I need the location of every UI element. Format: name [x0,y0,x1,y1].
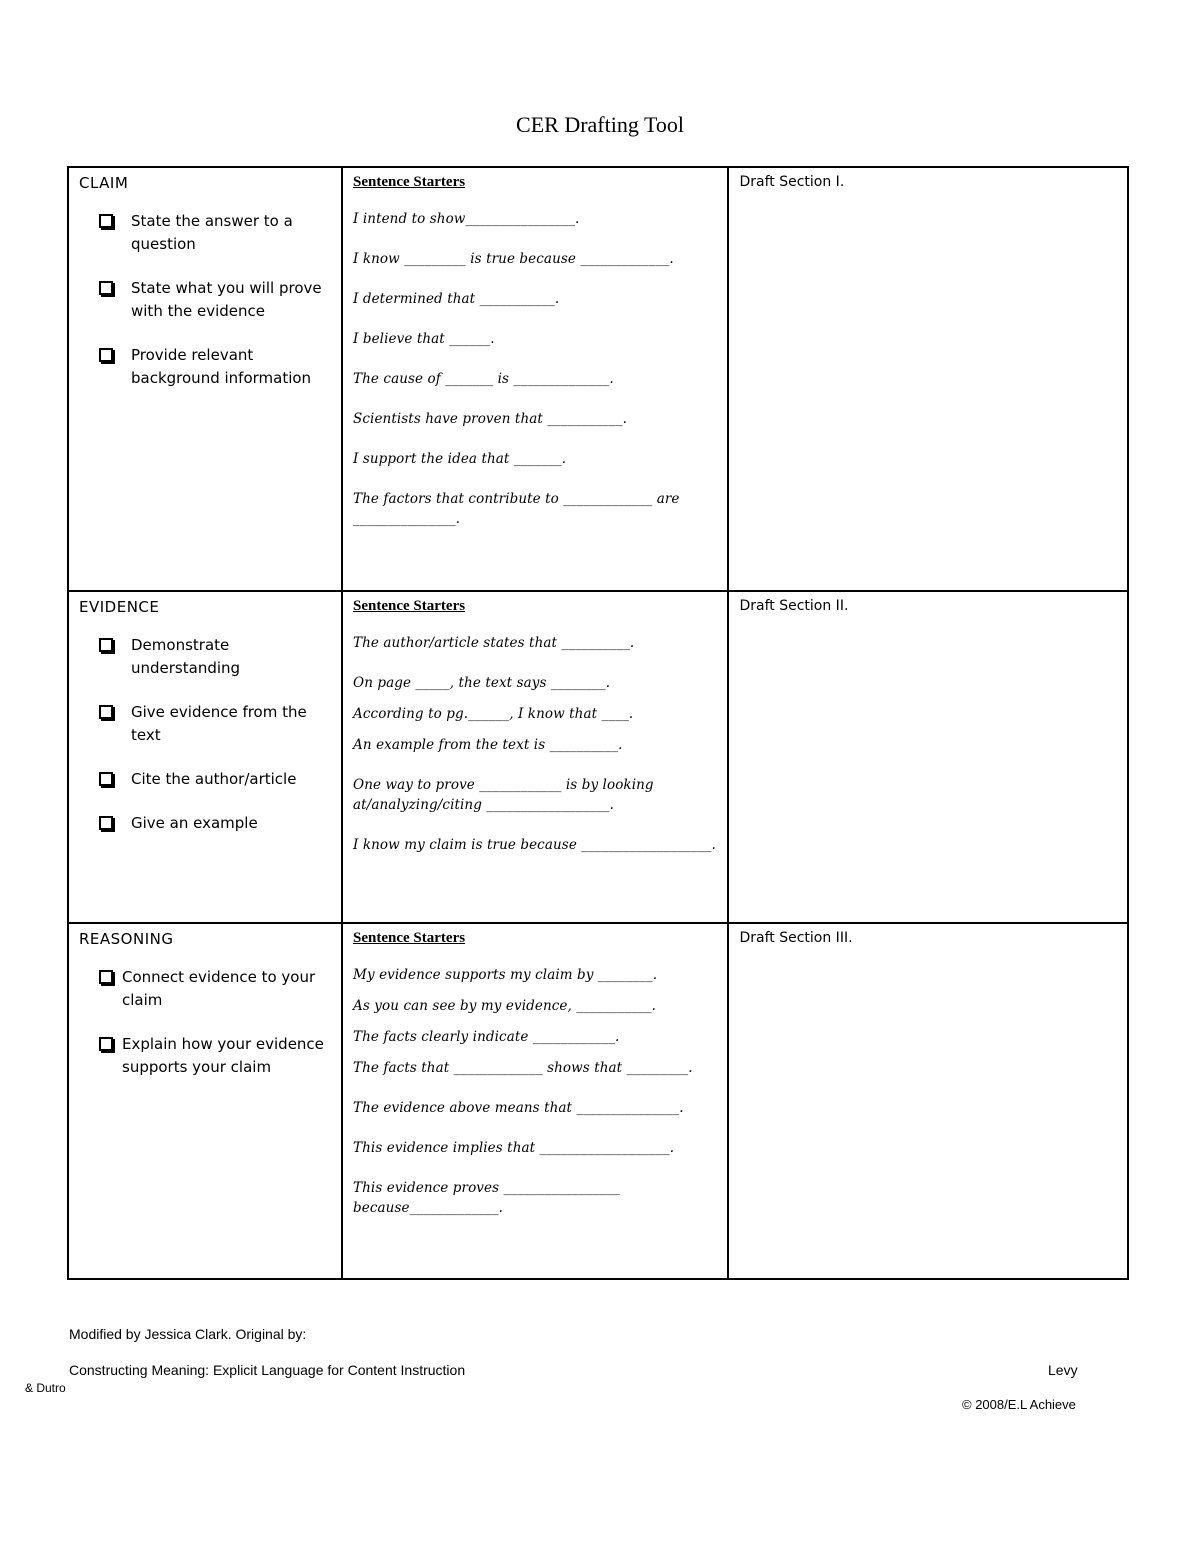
page-title: CER Drafting Tool [516,112,684,137]
sentence-starters-heading: Sentence Starters [353,930,466,946]
claim-row [68,167,1128,591]
sentence-starter: I support the idea that _______. [353,451,567,467]
checklist-item: State the answer to a question [79,210,331,256]
reasoning-draft-cell[interactable] [728,923,1128,1279]
checkbox-icon [99,705,113,719]
checkbox-icon [99,638,113,652]
checklist-item: Demonstrate understanding [79,634,331,680]
sentence-starter: The evidence above means that _______________. [353,1100,684,1116]
sentence-starters-heading: Sentence Starters [353,598,466,614]
reasoning-checklist [79,966,331,1079]
draft-section-label: Draft Section I. [739,174,845,190]
claim-checklist [79,210,331,390]
draft-section-label: Draft Section II. [739,598,849,614]
footer-modified: Modified by Jessica Clark. Original by: [69,1326,307,1342]
checklist-item: Give an example [79,812,331,835]
checkbox-icon [99,772,113,786]
footer-author-dutro: & Dutro [25,1381,66,1395]
sentence-starter: One way to prove ____________ is by looking at/analyzing/citing __________________. [353,777,654,813]
claim-checklist-cell [68,167,342,591]
footer-copyright: © 2008/E.L Achieve [962,1397,1076,1412]
sentence-starter: I intend to show________________. [353,211,580,227]
sentence-starter: According to pg.______, I know that ____. [353,706,634,722]
sentence-starter: As you can see by my evidence, ___________. [353,998,657,1014]
footer-source: Constructing Meaning: Explicit Language for Content Instruction [69,1362,466,1378]
claim-starters [353,209,717,529]
evidence-row [68,591,1128,923]
checkbox-icon [99,970,113,984]
evidence-starters-cell [342,591,728,923]
sentence-starter: The author/article states that __________. [353,635,635,651]
checklist-item: Explain how your evidence supports your claim [79,1033,342,1079]
claim-draft-cell[interactable] [728,167,1128,591]
reasoning-row [68,923,1128,1279]
checklist-item: Give evidence from the text [79,701,331,747]
sentence-starter: I believe that ______. [353,331,495,347]
evidence-starters [353,633,717,855]
cer-table [67,166,1129,1280]
sentence-starter: My evidence supports my claim by ________. [353,967,658,983]
footer-author-levy: Levy [1048,1362,1078,1378]
checklist-item: Connect evidence to your claim [79,966,342,1012]
checkbox-icon [99,816,113,830]
sentence-starters-heading: Sentence Starters [353,174,466,190]
checklist-item: Provide relevant background information [79,344,331,390]
sentence-starter: An example from the text is __________. [353,737,623,753]
sentence-starter: I determined that ___________. [353,291,560,307]
sentence-starter: I know _________ is true because _____________. [353,251,674,267]
evidence-draft-cell[interactable] [728,591,1128,923]
checkbox-icon [99,348,113,362]
reasoning-heading: REASONING [79,930,174,948]
sentence-starter: On page _____, the text says ________. [353,675,611,691]
reasoning-starters-cell [342,923,728,1279]
checkbox-icon [99,281,113,295]
sentence-starter: The factors that contribute to _____________ are _______________. [353,491,680,527]
draft-section-label: Draft Section III. [739,930,853,946]
checkbox-icon [99,1037,113,1051]
sentence-starter: The facts that _____________ shows that _________. [353,1060,693,1076]
claim-starters-cell [342,167,728,591]
checkbox-icon [99,214,113,228]
claim-heading: CLAIM [79,174,129,192]
sentence-starter: Scientists have proven that ___________. [353,411,628,427]
reasoning-checklist-cell [68,923,342,1279]
evidence-heading: EVIDENCE [79,598,160,616]
reasoning-starters [353,965,717,1218]
checklist-item: State what you will prove with the evidence [79,277,331,323]
evidence-checklist-cell [68,591,342,923]
sentence-starter: This evidence implies that ___________________. [353,1140,675,1156]
sentence-starter: The facts clearly indicate ____________. [353,1029,620,1045]
sentence-starter: I know my claim is true because ___________________. [353,837,716,853]
checklist-item: Cite the author/article [79,768,331,791]
sentence-starter: The cause of _______ is ______________. [353,371,614,387]
sentence-starter: This evidence proves _________________ because_____________. [353,1180,620,1216]
evidence-checklist [79,634,331,835]
